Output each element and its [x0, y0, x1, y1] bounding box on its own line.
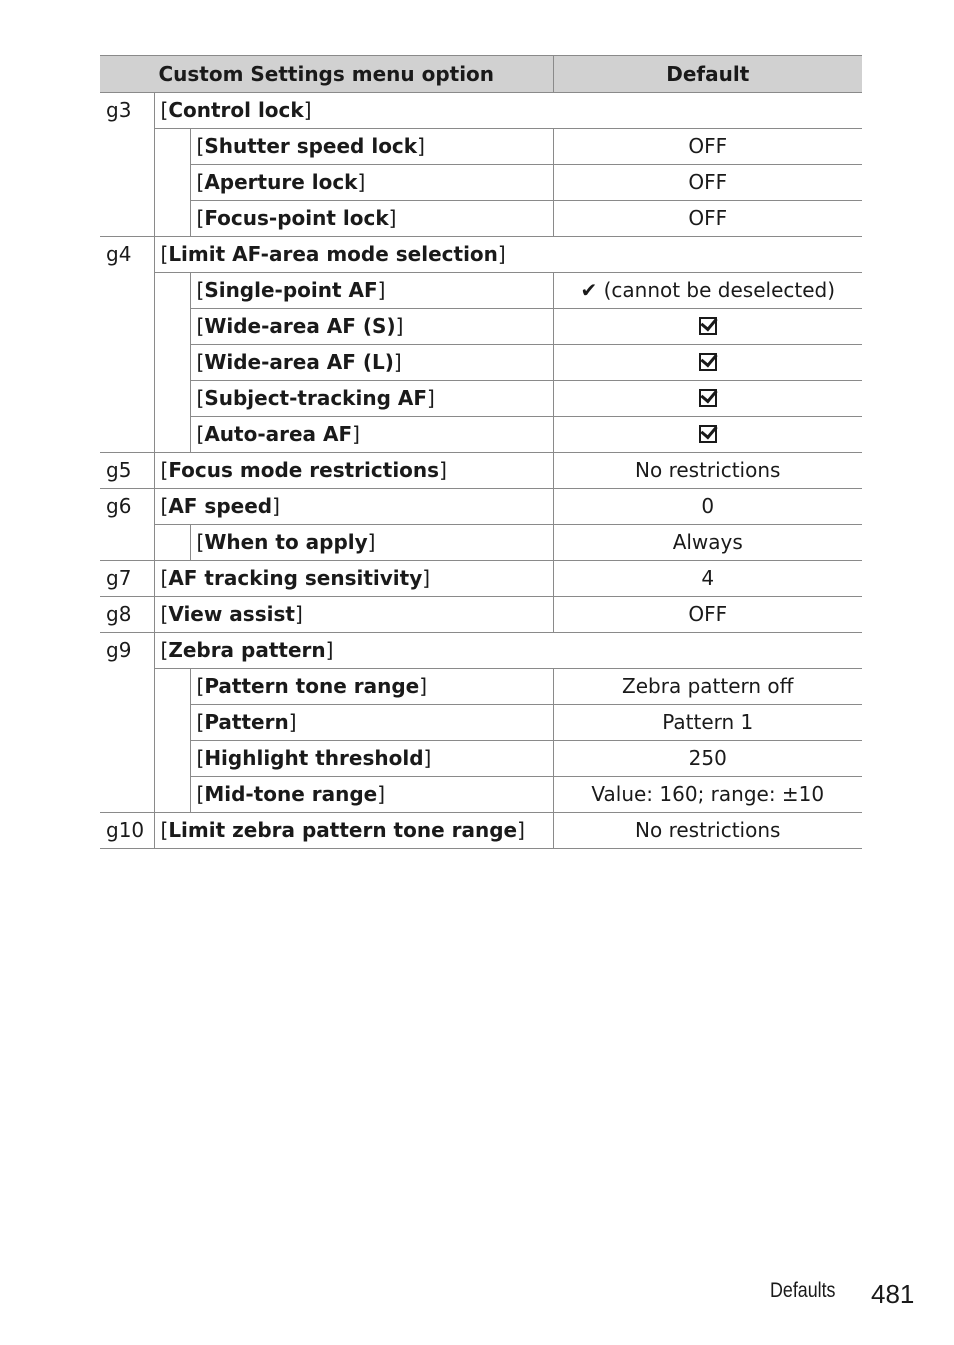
- sub-option-name: [When to apply]: [190, 525, 553, 561]
- table-row: [100, 489, 862, 525]
- default-value: 250: [553, 741, 862, 777]
- sub-option-name: [Single-point AF]: [190, 273, 553, 309]
- option-code: g9: [100, 633, 154, 813]
- option-label: Limit AF-area mode selection: [168, 242, 498, 266]
- indent-cell: [154, 669, 190, 813]
- table-row: [100, 705, 862, 741]
- sub-option-name: [Auto-area AF]: [190, 417, 553, 453]
- option-name: [AF tracking sensitivity]: [154, 561, 553, 597]
- sub-option-name: [Pattern]: [190, 705, 553, 741]
- sub-option-name: [Mid-tone range]: [190, 777, 553, 813]
- table-row: [100, 93, 862, 129]
- table-row: [100, 813, 862, 849]
- page-number: 481: [871, 1279, 915, 1309]
- sub-option-label: When to apply: [204, 530, 368, 554]
- option-code: g3: [100, 93, 154, 237]
- sub-option-label: Subject-tracking AF: [204, 386, 427, 410]
- table-row: [100, 561, 862, 597]
- option-name: [View assist]: [154, 597, 553, 633]
- sub-option-label: Pattern: [204, 710, 289, 734]
- option-code: g5: [100, 453, 154, 489]
- checked-box-icon: [699, 425, 717, 443]
- table-header-row: [100, 56, 862, 93]
- sub-option-label: Single-point AF: [204, 278, 378, 302]
- default-value: Pattern 1: [553, 705, 862, 741]
- option-code: g4: [100, 237, 154, 453]
- checkmark-icon: ✔: [580, 278, 598, 302]
- sub-option-name: [Aperture lock]: [190, 165, 553, 201]
- option-label: Control lock: [168, 98, 304, 122]
- default-value: 0: [553, 489, 862, 525]
- default-value: OFF: [553, 129, 862, 165]
- sub-option-label: Focus-point lock: [204, 206, 389, 230]
- default-value: [553, 381, 862, 417]
- table-row: [100, 453, 862, 489]
- option-name: [Zebra pattern]: [154, 633, 862, 669]
- default-value: [553, 273, 862, 309]
- option-label: Focus mode restrictions: [168, 458, 440, 482]
- checked-box-icon: [699, 317, 717, 335]
- sub-option-name: [Highlight threshold]: [190, 741, 553, 777]
- table-row: [100, 741, 862, 777]
- sub-option-label: Highlight threshold: [204, 746, 424, 770]
- sub-option-name: [Subject-tracking AF]: [190, 381, 553, 417]
- option-code: g10: [100, 813, 154, 849]
- header-default: Default: [553, 56, 862, 93]
- indent-cell: [154, 525, 190, 561]
- indent-cell: [154, 129, 190, 237]
- sub-option-name: [Wide-area AF (S)]: [190, 309, 553, 345]
- table-row: [100, 633, 862, 669]
- option-label: Limit zebra pattern tone range: [168, 818, 518, 842]
- table-row: [100, 237, 862, 273]
- sub-option-label: Wide-area AF (S): [204, 314, 396, 338]
- option-label: View assist: [168, 602, 295, 626]
- sub-option-name: [Pattern tone range]: [190, 669, 553, 705]
- default-value: OFF: [553, 597, 862, 633]
- option-name: [Focus mode restrictions]: [154, 453, 553, 489]
- sub-option-label: Wide-area AF (L): [204, 350, 394, 374]
- default-value: No restrictions: [553, 813, 862, 849]
- table-row: [100, 309, 862, 345]
- sub-option-label: Pattern tone range: [204, 674, 420, 698]
- default-value: [553, 417, 862, 453]
- footer-section-label: Defaults: [770, 1279, 836, 1302]
- sub-option-label: Auto-area AF: [204, 422, 353, 446]
- default-value: No restrictions: [553, 453, 862, 489]
- sub-option-name: [Wide-area AF (L)]: [190, 345, 553, 381]
- option-name: [AF speed]: [154, 489, 553, 525]
- option-name: [Limit AF-area mode selection]: [154, 237, 862, 273]
- table-row: [100, 165, 862, 201]
- default-value: OFF: [553, 165, 862, 201]
- default-value: Value: 160; range: ±10: [553, 777, 862, 813]
- table-row: [100, 597, 862, 633]
- option-code: g7: [100, 561, 154, 597]
- sub-option-name: [Shutter speed lock]: [190, 129, 553, 165]
- table-row: [100, 525, 862, 561]
- table-row: [100, 669, 862, 705]
- table-row: [100, 129, 862, 165]
- default-value: [553, 309, 862, 345]
- custom-settings-defaults-table: [100, 55, 862, 849]
- table-row: [100, 381, 862, 417]
- option-code: g6: [100, 489, 154, 561]
- default-value: 4: [553, 561, 862, 597]
- indent-cell: [154, 273, 190, 453]
- option-name: [Control lock]: [154, 93, 862, 129]
- table-row: [100, 777, 862, 813]
- default-value: OFF: [553, 201, 862, 237]
- option-name: [Limit zebra pattern tone range]: [154, 813, 553, 849]
- table-row: [100, 417, 862, 453]
- table-row: [100, 201, 862, 237]
- default-text: (cannot be deselected): [603, 278, 836, 302]
- option-label: Zebra pattern: [168, 638, 326, 662]
- default-value: Zebra pattern off: [553, 669, 862, 705]
- sub-option-label: Shutter speed lock: [204, 134, 418, 158]
- checked-box-icon: [699, 353, 717, 371]
- checked-box-icon: [699, 389, 717, 407]
- option-code: g8: [100, 597, 154, 633]
- sub-option-label: Mid-tone range: [204, 782, 378, 806]
- default-value: Always: [553, 525, 862, 561]
- option-label: AF tracking sensitivity: [168, 566, 423, 590]
- header-option: Custom Settings menu option: [100, 56, 553, 93]
- default-value: [553, 345, 862, 381]
- table-row: [100, 273, 862, 309]
- sub-option-name: [Focus-point lock]: [190, 201, 553, 237]
- sub-option-label: Aperture lock: [204, 170, 358, 194]
- table-row: [100, 345, 862, 381]
- option-label: AF speed: [168, 494, 273, 518]
